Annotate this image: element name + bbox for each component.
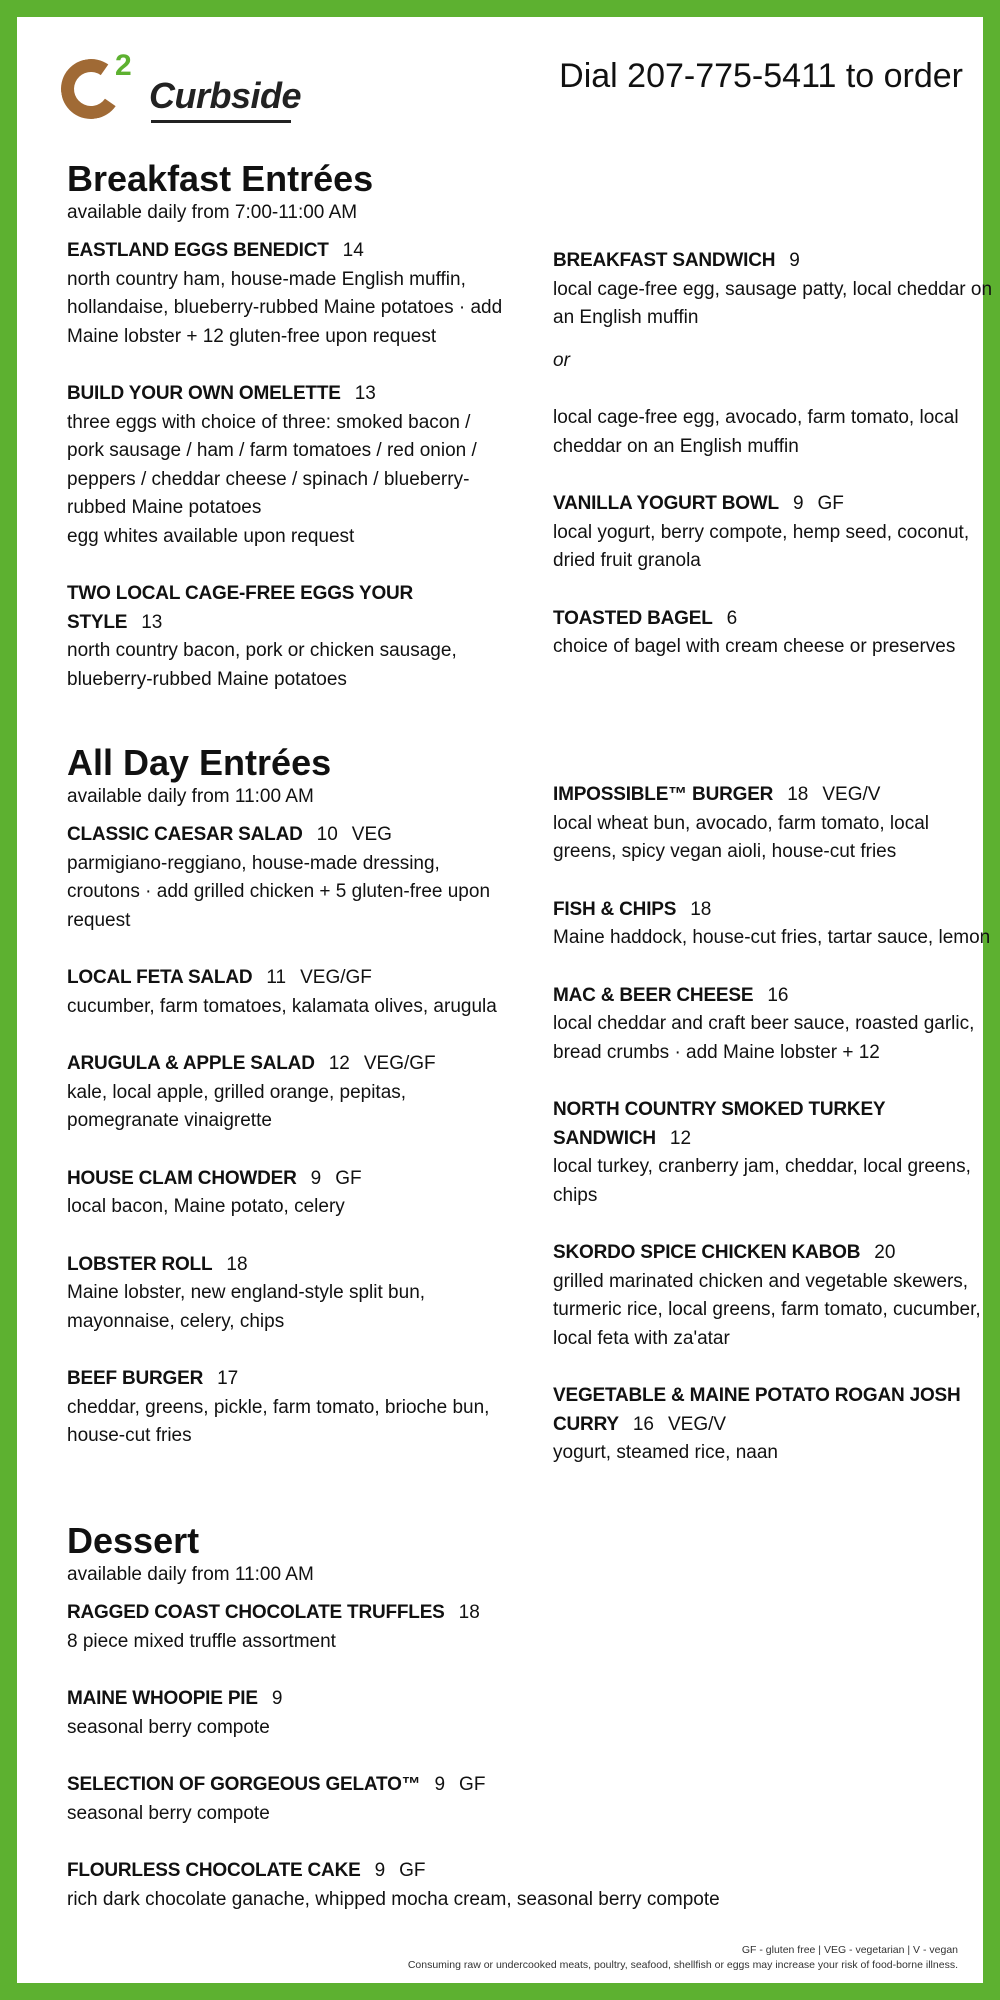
dessert-section <box>67 1521 867 1943</box>
item-description: cucumber, farm tomatoes, kalamata olives, arugula <box>67 995 497 1017</box>
item-description: local turkey, cranberry jam, cheddar, local greens, chips <box>553 1156 971 1206</box>
item-name: CLASSIC CAESAR SALAD <box>67 824 303 845</box>
item-price: 11 <box>266 967 287 988</box>
item-description: local yogurt, berry compote, hemp seed, coconut, dried fruit granola <box>553 521 970 571</box>
item-description: parmigiano-reggiano, house-made dressing, croutons · add grilled chicken + 5 gluten-free upon request <box>67 852 491 931</box>
menu-item-caesar-salad <box>67 821 507 935</box>
menu-item-whoopie-pie <box>67 1685 867 1742</box>
footer-notes <box>408 1943 958 1973</box>
or-separator: or <box>553 349 570 371</box>
item-price: 13 <box>141 611 163 633</box>
item-name: LOBSTER ROLL <box>67 1253 213 1275</box>
item-price: 16 <box>632 1413 654 1435</box>
item-description: north country ham, house-made English muffin, hollandaise, blueberry-rubbed Maine potatoes · add Maine lobster + 12 gluten-free upon request <box>67 268 503 347</box>
item-tag: VEG/V <box>668 1413 727 1435</box>
item-name: HOUSE CLAM CHOWDER <box>67 1167 297 1189</box>
menu-item-omelette <box>67 380 507 551</box>
item-price: 10 <box>316 824 338 845</box>
item-price: 18 <box>458 1602 480 1623</box>
menu-item-arugula-salad <box>67 1050 507 1136</box>
menu-item-fish-chips <box>553 896 993 953</box>
item-description: grilled marinated chicken and vegetable skewers, turmeric rice, local greens, farm tomato, cucumber, local feta with za'atar <box>553 1270 981 1349</box>
item-price: 14 <box>342 240 364 261</box>
item-name: IMPOSSIBLE™ BURGER <box>553 784 774 805</box>
menu-item-gelato <box>67 1771 867 1828</box>
dessert-subtitle: available daily from 11:00 AM <box>67 1564 314 1585</box>
item-description: local cage-free egg, avocado, farm tomato, local cheddar on an English muffin <box>553 407 959 457</box>
curbside-logo <box>57 37 302 137</box>
breakfast-left-column <box>67 159 507 723</box>
item-tag: GF <box>335 1167 362 1189</box>
menu-item-chocolate-cake <box>67 1857 867 1914</box>
menu-item-chocolate-truffles <box>67 1599 867 1656</box>
item-description: three eggs with choice of three: smoked bacon / pork sausage / ham / farm tomatoes / red onion / peppers / cheddar cheese / spinach / blueberry-rubbed Maine potatoes <box>67 411 477 518</box>
item-description: choice of bagel with cream cheese or preserves <box>553 636 956 657</box>
item-price: 9 <box>271 1688 283 1709</box>
item-description: rich dark chocolate ganache, whipped mocha cream, seasonal berry compote <box>67 1888 720 1910</box>
item-name: SELECTION OF GORGEOUS GELATO™ <box>67 1774 421 1795</box>
item-price: 12 <box>328 1053 350 1074</box>
menu-item-impossible-burger <box>553 781 993 867</box>
item-tag: VEG/V <box>822 784 881 805</box>
item-price: 6 <box>726 607 738 629</box>
dietary-legend: GF - gluten free | VEG - vegetarian | V - vegan <box>741 1944 958 1956</box>
menu-item-eggs-benedict <box>67 237 507 351</box>
item-tag: VEG <box>351 824 392 845</box>
item-price: 9 <box>789 250 800 271</box>
breakfast-subtitle: available daily from 7:00-11:00 AM <box>67 202 358 223</box>
item-name: LOCAL FETA SALAD <box>67 967 253 988</box>
item-description: local wheat bun, avocado, farm tomato, local greens, spicy vegan aioli, house-cut fries <box>553 812 929 862</box>
menu-item-lobster-roll <box>67 1251 507 1337</box>
phone-order-text: Dial 207-775-5411 to order <box>559 57 963 95</box>
item-description: 8 piece mixed truffle assortment <box>67 1630 336 1652</box>
item-note: egg whites available upon request <box>67 525 355 547</box>
menu-page <box>17 17 993 1983</box>
menu-item-two-eggs <box>67 580 507 694</box>
item-price: 18 <box>690 898 712 920</box>
food-safety-disclaimer: Consuming raw or undercooked meats, poultry, seafood, shellfish or eggs may increase your risk of food-borne illness. <box>407 1959 958 1971</box>
item-name: BREAKFAST SANDWICH <box>553 250 776 271</box>
item-description: Maine lobster, new england-style split bun, mayonnaise, celery, chips <box>67 1282 426 1332</box>
allday-title: All Day Entrées <box>67 742 332 783</box>
menu-item-clam-chowder <box>67 1165 507 1222</box>
menu-item-toasted-bagel <box>553 605 993 662</box>
allday-left-column <box>67 743 507 1480</box>
item-name: EASTLAND EGGS BENEDICT <box>67 240 329 261</box>
item-name: FISH & CHIPS <box>553 898 677 920</box>
logo-wordmark: Curbside <box>149 75 302 116</box>
item-name: SKORDO SPICE CHICKEN KABOB <box>553 1242 861 1263</box>
item-description: seasonal berry compote <box>67 1802 270 1824</box>
item-name: NORTH COUNTRY SMOKED TURKEY SANDWICH <box>553 1099 886 1149</box>
item-name: BUILD YOUR OWN OMELETTE <box>67 383 341 404</box>
item-name: MAINE WHOOPIE PIE <box>67 1688 258 1709</box>
item-price: 9 <box>792 493 804 514</box>
item-price: 9 <box>310 1167 322 1189</box>
allday-right-column <box>553 781 993 1497</box>
item-description: seasonal berry compote <box>67 1716 270 1738</box>
item-price: 9 <box>374 1860 386 1881</box>
item-tag: VEG/GF <box>363 1053 436 1074</box>
menu-item-breakfast-sandwich <box>553 247 993 333</box>
item-description: north country bacon, pork or chicken sausage, blueberry-rubbed Maine potatoes <box>67 640 457 690</box>
item-tag: GF <box>459 1774 486 1795</box>
logo-underline <box>151 120 291 123</box>
menu-item-beef-burger <box>67 1365 507 1451</box>
item-description: Maine haddock, house-cut fries, tartar sauce, lemon <box>553 927 991 948</box>
item-price: 12 <box>669 1127 692 1149</box>
item-price: 17 <box>217 1368 239 1389</box>
item-tag: GF <box>399 1860 426 1881</box>
menu-item-turkey-sandwich <box>553 1096 993 1210</box>
menu-item-chicken-kabob <box>553 1239 993 1353</box>
item-description: kale, local apple, grilled orange, pepitas, pomegranate vinaigrette <box>67 1081 407 1131</box>
item-name: ARUGULA & APPLE SALAD <box>67 1053 315 1074</box>
item-tag: VEG/GF <box>300 967 372 988</box>
item-description: cheddar, greens, pickle, farm tomato, brioche bun, house-cut fries <box>67 1396 490 1446</box>
item-name: BEEF BURGER <box>67 1368 204 1389</box>
item-price: 18 <box>787 784 809 805</box>
item-price: 20 <box>874 1242 896 1263</box>
item-name: TWO LOCAL CAGE-FREE EGGS YOUR STYLE <box>67 583 414 633</box>
item-description: local bacon, Maine potato, celery <box>67 1196 345 1217</box>
item-price: 18 <box>226 1253 248 1275</box>
dessert-title: Dessert <box>67 1520 200 1561</box>
menu-item-rogan-josh-curry <box>553 1382 993 1468</box>
item-description: local cheddar and craft beer sauce, roasted garlic, bread crumbs · add Maine lobster + 12 <box>553 1013 975 1063</box>
menu-item-feta-salad <box>67 964 507 1021</box>
menu-item-sandwich-alt <box>553 404 993 461</box>
item-name: RAGGED COAST CHOCOLATE TRUFFLES <box>67 1602 445 1623</box>
item-price: 16 <box>767 984 789 1006</box>
item-description: yogurt, steamed rice, naan <box>553 1442 778 1463</box>
item-name: TOASTED BAGEL <box>553 607 713 629</box>
item-price: 13 <box>354 383 376 404</box>
menu-item-yogurt-bowl <box>553 490 993 576</box>
menu-item-mac-beer-cheese <box>553 982 993 1068</box>
breakfast-title: Breakfast Entrées <box>67 158 374 199</box>
item-tag: GF <box>817 493 844 514</box>
breakfast-right-column <box>553 247 993 691</box>
item-name: FLOURLESS CHOCOLATE CAKE <box>67 1860 361 1881</box>
item-name: MAC & BEER CHEESE <box>553 984 754 1006</box>
logo-superscript: 2 <box>115 49 132 82</box>
item-price: 9 <box>434 1774 446 1795</box>
item-name: VANILLA YOGURT BOWL <box>553 493 779 514</box>
item-name: VEGETABLE & MAINE POTATO ROGAN JOSH CURRY <box>553 1385 961 1435</box>
item-description: local cage-free egg, sausage patty, local cheddar on an English muffin <box>553 278 993 328</box>
allday-subtitle: available daily from 11:00 AM <box>67 786 314 807</box>
